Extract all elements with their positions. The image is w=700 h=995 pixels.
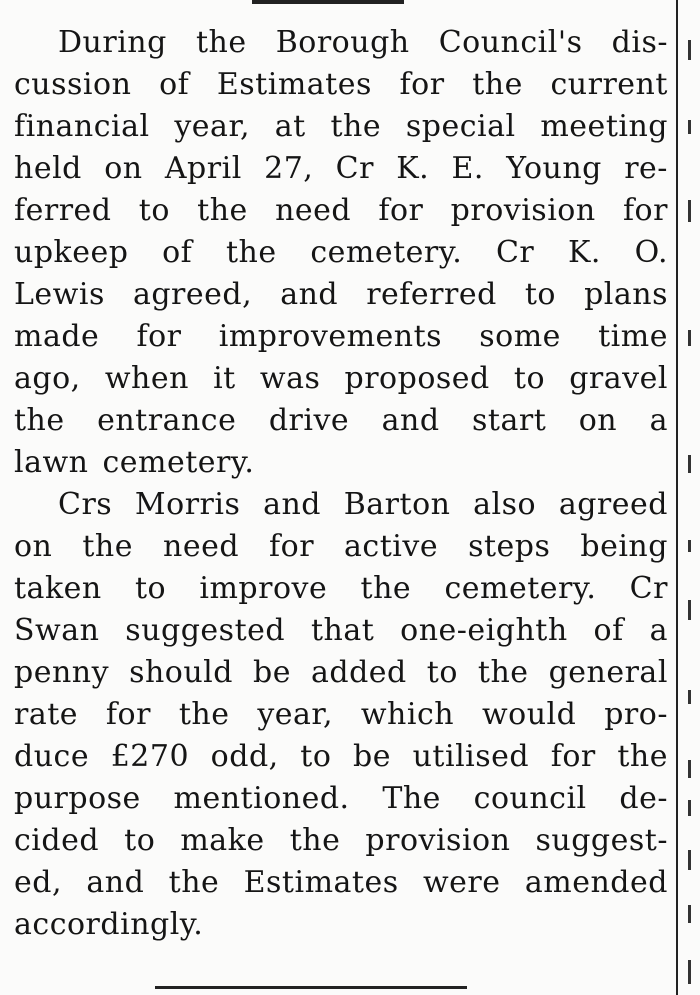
word: a — [649, 613, 668, 648]
word: the — [178, 697, 230, 732]
word: for — [269, 529, 315, 564]
word: made — [14, 319, 100, 354]
edge-fragment — [688, 120, 691, 134]
word: the — [226, 235, 277, 270]
article-line — [14, 148, 668, 190]
word: drive — [268, 403, 350, 438]
word: year, — [174, 109, 251, 144]
article-line — [14, 232, 668, 274]
word: Estimates — [243, 865, 399, 900]
word: mentioned. — [173, 781, 350, 816]
edge-fragment — [688, 800, 691, 816]
word: of — [159, 67, 190, 102]
word: Morris — [134, 487, 241, 522]
word: the — [195, 25, 247, 60]
word: to — [124, 823, 156, 858]
word: The — [382, 781, 441, 816]
word: pro- — [604, 697, 668, 732]
word: improvements — [218, 319, 443, 354]
word: council — [473, 781, 587, 816]
word: on — [104, 151, 143, 186]
word: Cr — [495, 235, 535, 270]
word: time — [598, 319, 668, 354]
word: the — [289, 823, 341, 858]
article-line — [14, 568, 668, 610]
word: referred — [366, 277, 497, 312]
article-line — [14, 484, 668, 526]
word: the — [617, 739, 668, 774]
word: the — [197, 193, 248, 228]
word: the — [14, 403, 65, 438]
word: Estimates — [216, 67, 372, 102]
word: that — [310, 613, 375, 648]
word: financial — [14, 109, 150, 144]
word: and — [381, 403, 440, 438]
word: for — [378, 193, 424, 228]
word: some — [479, 319, 561, 354]
word: the — [477, 655, 529, 690]
word: odd, — [210, 739, 279, 774]
word: entrance — [97, 403, 237, 438]
article-line — [14, 106, 668, 148]
word: for — [622, 193, 668, 228]
word: be — [253, 655, 291, 690]
word: lawn — [14, 445, 89, 480]
word: special — [405, 109, 516, 144]
word: K. — [567, 235, 601, 270]
word: suggest- — [535, 823, 668, 858]
word: of — [162, 235, 193, 270]
word: start — [472, 403, 547, 438]
word: when — [104, 361, 189, 396]
word: should — [129, 655, 233, 690]
word: Crs — [58, 487, 113, 522]
word: cemetery. — [444, 571, 597, 606]
word: were — [422, 865, 501, 900]
word: cemetery. — [102, 445, 255, 480]
edge-fragment — [688, 760, 691, 778]
word: rate — [14, 697, 79, 732]
edge-fragment — [688, 850, 691, 870]
paragraph-2 — [14, 484, 668, 946]
article-line — [14, 862, 668, 904]
word: cided — [14, 823, 100, 858]
word: current — [550, 67, 668, 102]
article-line — [14, 358, 668, 400]
article-line — [14, 64, 668, 106]
word: added — [310, 655, 407, 690]
word: to — [138, 193, 170, 228]
word: purpose — [14, 781, 141, 816]
word: on — [14, 529, 53, 564]
word: O. — [634, 235, 668, 270]
article-line — [14, 778, 668, 820]
edge-fragment — [688, 540, 691, 552]
edge-fragment — [688, 905, 691, 923]
word: it — [213, 361, 236, 396]
word: at — [274, 109, 306, 144]
word: ago, — [14, 361, 81, 396]
word: cemetery. — [310, 235, 463, 270]
word: Council's — [438, 25, 583, 60]
article-line — [14, 22, 668, 64]
word: de- — [619, 781, 668, 816]
word: April — [164, 151, 242, 186]
word: steps — [468, 529, 551, 564]
word: suggested — [125, 613, 286, 648]
word: being — [580, 529, 668, 564]
word: gravel — [569, 361, 668, 396]
word: also — [473, 487, 537, 522]
word: make — [180, 823, 265, 858]
paragraph-1 — [14, 22, 668, 484]
word: K. — [396, 151, 430, 186]
word: improve — [199, 571, 328, 606]
word: ferred — [14, 193, 112, 228]
bottom-rule — [155, 986, 467, 989]
word: taken — [14, 571, 102, 606]
word: Swan — [14, 613, 100, 648]
edge-fragment — [688, 960, 691, 984]
word: proposed — [344, 361, 490, 396]
word: need — [163, 529, 240, 564]
word: a — [649, 403, 668, 438]
adjacent-column-edge — [684, 0, 700, 995]
word: held — [14, 151, 82, 186]
word: utilised — [412, 739, 530, 774]
word: and — [280, 277, 339, 312]
word: Cr — [335, 151, 374, 186]
word: and — [86, 865, 145, 900]
word: on — [578, 403, 618, 438]
word: to — [300, 739, 332, 774]
column-divider — [676, 0, 678, 995]
word: for — [550, 739, 596, 774]
article-line — [14, 400, 668, 442]
word: to — [426, 655, 458, 690]
edge-fragment — [688, 600, 691, 620]
word: the — [82, 529, 134, 564]
word: need — [275, 193, 352, 228]
article-line — [14, 736, 668, 778]
word: agreed, — [132, 277, 253, 312]
edge-fragment — [688, 690, 691, 704]
word: and — [263, 487, 322, 522]
edge-fragment — [688, 40, 691, 60]
edge-fragment — [688, 330, 691, 346]
word: Lewis — [14, 277, 105, 312]
word: Borough — [275, 25, 410, 60]
word: Young — [506, 151, 602, 186]
word: the — [472, 67, 523, 102]
article-line — [14, 316, 668, 358]
edge-fragment — [688, 200, 691, 222]
article-line — [14, 526, 668, 568]
word: which — [360, 697, 455, 732]
word: to — [513, 361, 546, 396]
article-line — [14, 190, 668, 232]
word: 27, — [264, 151, 314, 186]
word: plans — [584, 277, 668, 312]
word: provision — [450, 193, 596, 228]
word: would — [481, 697, 577, 732]
word: one-eighth — [400, 613, 568, 648]
word: Barton — [343, 487, 451, 522]
word: the — [330, 109, 382, 144]
word: active — [344, 529, 439, 564]
word: Cr — [629, 571, 668, 606]
word: for — [399, 67, 445, 102]
article-line — [14, 652, 668, 694]
article-line — [14, 274, 668, 316]
word: meeting — [540, 109, 668, 144]
word: cussion — [14, 67, 132, 102]
word: upkeep — [14, 235, 129, 270]
article-line — [14, 442, 668, 484]
word: for — [136, 319, 182, 354]
word: was — [259, 361, 321, 396]
word: re- — [624, 151, 668, 186]
word: During — [58, 25, 167, 60]
article-line — [14, 820, 668, 862]
word: the — [360, 571, 412, 606]
word: dis- — [611, 25, 668, 60]
edge-fragment — [688, 455, 691, 473]
word: accordingly. — [14, 907, 204, 942]
top-rule — [252, 0, 404, 4]
word: ed, — [14, 865, 62, 900]
word: for — [105, 697, 151, 732]
word: E. — [451, 151, 484, 186]
word: amended — [524, 865, 668, 900]
word: £270 — [110, 739, 190, 774]
word: be — [353, 739, 391, 774]
word: agreed — [558, 487, 668, 522]
article-line — [14, 904, 668, 946]
word: to — [134, 571, 167, 606]
word: to — [524, 277, 556, 312]
word: year, — [257, 697, 333, 732]
word: general — [548, 655, 668, 690]
word: the — [168, 865, 220, 900]
article-body — [14, 22, 668, 946]
word: provision — [365, 823, 511, 858]
article-line — [14, 610, 668, 652]
article-line — [14, 694, 668, 736]
word: penny — [14, 655, 110, 690]
word: of — [593, 613, 624, 648]
word: duce — [14, 739, 90, 774]
